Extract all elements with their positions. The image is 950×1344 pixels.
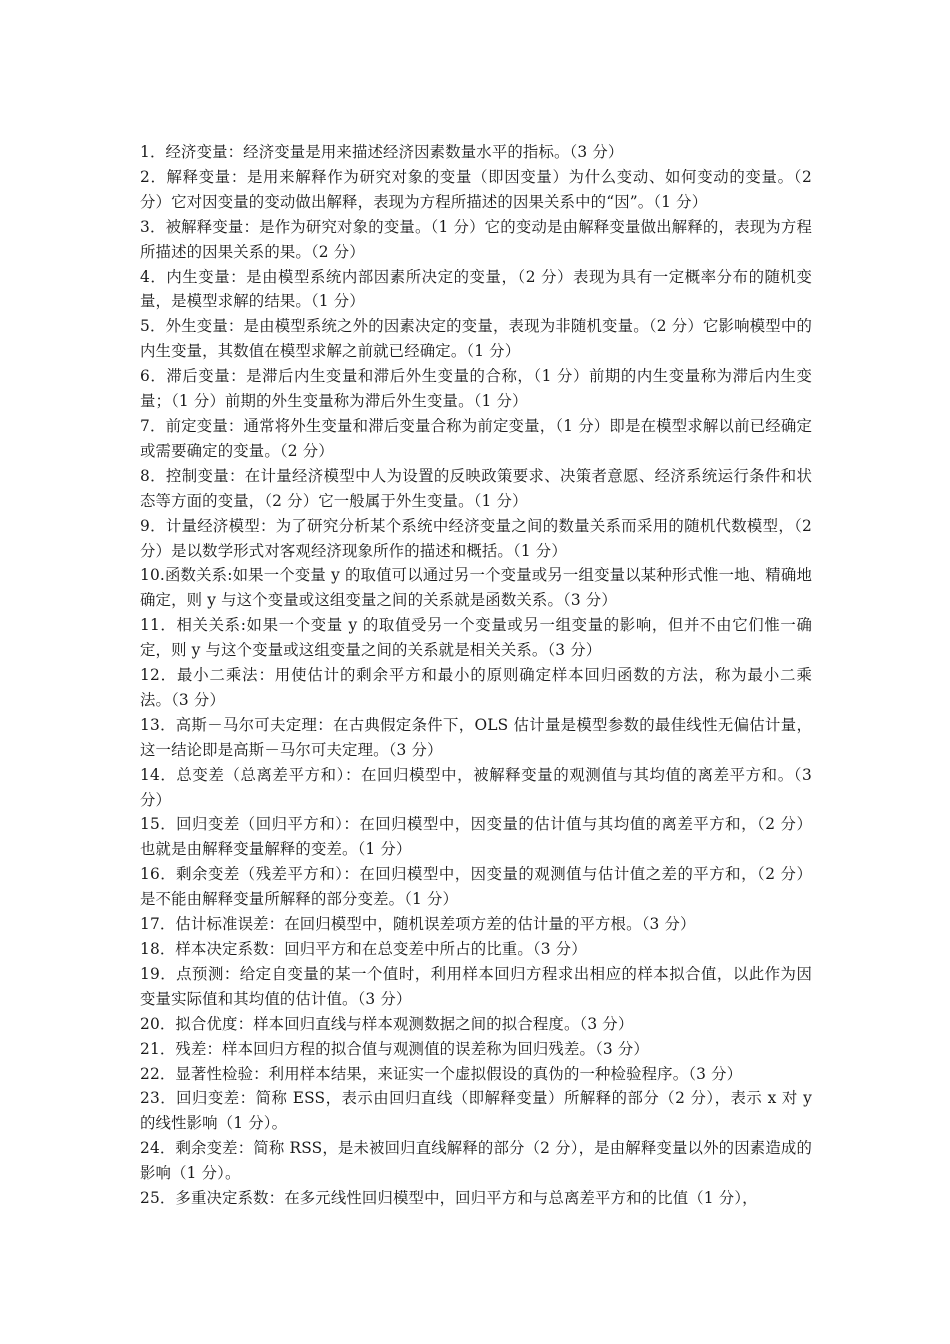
definition-12: 12．最小二乘法：用使估计的剩余平方和最小的原则确定样本回归函数的方法，称为最小二乘法。（3 分） <box>140 666 812 709</box>
definition-24: 24．剩余变差：简称 RSS，是未被回归直线解释的部分（2 分），是由解释变量以外的因素造成的影响（1 分）。 <box>140 1139 812 1183</box>
definition-18: 18．样本决定系数：回归平方和在总变差中所占的比重。（3 分） <box>140 940 587 958</box>
definition-9: 9．计量经济模型：为了研究分析某个系统中经济变量之间的数量关系而采用的随机代数模型，（2 分）是以数学形式对客观经济现象所作的描述和概括。（1 分） <box>140 516 812 560</box>
definition-10: 10.函数关系:如果一个变量 y 的取值可以通过另一个变量或另一组变量以某种形式惟一地、精确地确定，则 y 与这个变量或这组变量之间的关系就是函数关系。（3 分） <box>140 566 812 610</box>
definition-19: 19．点预测：给定自变量的某一个值时，利用样本回归方程求出相应的样本拟合值，以此作为因变量实际值和其均值的估计值。（3 分） <box>140 964 812 1008</box>
definition-7: 7．前定变量：通常将外生变量和滞后变量合称为前定变量，（1 分）即是在模型求解以前已经确定或需要确定的变量。（2 分） <box>140 416 812 460</box>
definition-21: 21．残差：样本回归方程的拟合值与观测值的误差称为回归残差。（3 分） <box>140 1039 649 1058</box>
definition-4: 4．内生变量：是由模型系统内部因素所决定的变量，（2 分）表现为具有一定概率分布的随机变量，是模型求解的结果。（1 分） <box>140 267 812 311</box>
definition-11: 11．相关关系:如果一个变量 y 的取值受另一个变量或另一组变量的影响，但并不由它们惟一确定，则 y 与这个变量或这组变量之间的关系就是相关关系。（3 分） <box>140 616 812 660</box>
definition-23: 23．回归变差：简称 ESS，表示由回归直线（即解释变量）所解释的部分（2 分），表示 x 对 y 的线性影响（1 分）。 <box>140 1089 812 1133</box>
definition-6: 6．滞后变量：是滞后内生变量和滞后外生变量的合称，（1 分）前期的内生变量称为滞后内生变量；（1 分）前期的外生变量称为滞后外生变量。（1 分） <box>140 367 812 411</box>
definition-14: 14．总变差（总离差平方和）：在回归模型中，被解释变量的观测值与其均值的离差平方和。（3 分） <box>140 765 812 809</box>
definition-13: 13．高斯－马尔可夫定理：在古典假定条件下，OLS 估计量是模型参数的最佳线性无偏估计量，这一结论即是高斯－马尔可夫定理。（3 分） <box>140 715 812 759</box>
definition-2: 2．解释变量：是用来解释作为研究对象的变量（即因变量）为什么变动、如何变动的变量。（2 分）它对因变量的变动做出解释，表现为方程所描述的因果关系中的“因”。（1 分） <box>140 167 812 211</box>
definition-22: 22．显著性检验：利用样本结果，来证实一个虚拟假设的真伪的一种检验程序。（3 分） <box>140 1064 743 1083</box>
definition-25: 25．多重决定系数：在多元线性回归模型中，回归平方和与总离差平方和的比值（1 分）， <box>140 1189 758 1208</box>
definition-3: 3．被解释变量：是作为研究对象的变量。（1 分）它的变动是由解释变量做出解释的，表现为方程所描述的因果关系的果。（2 分） <box>140 217 812 261</box>
definition-8: 8．控制变量：在计量经济模型中人为设置的反映政策要求、决策者意愿、经济系统运行条件和状态等方面的变量，（2 分）它一般属于外生变量。（1 分） <box>140 466 812 510</box>
definition-17: 17．估计标准误差：在回归模型中，随机误差项方差的估计量的平方根。（3 分） <box>140 915 696 934</box>
definition-15: 15．回归变差（回归平方和）：在回归模型中，因变量的估计值与其均值的离差平方和，（2 分）也就是由解释变量解释的变差。（1 分） <box>140 815 812 859</box>
definitions-list <box>140 140 812 1211</box>
definition-1: 1．经济变量：经济变量是用来描述经济因素数量水平的指标。（3 分） <box>140 143 624 161</box>
definition-16: 16．剩余变差（残差平方和）：在回归模型中，因变量的观测值与估计值之差的平方和，（2 分）是不能由解释变量所解释的部分变差。（1 分） <box>140 865 812 909</box>
definition-5: 5．外生变量：是由模型系统之外的因素决定的变量，表现为非随机变量。（2 分）它影响模型中的内生变量，其数值在模型求解之前就已经确定。（1 分） <box>140 317 812 361</box>
definition-20: 20．拟合优度：样本回归直线与样本观测数据之间的拟合程度。（3 分） <box>140 1014 634 1033</box>
